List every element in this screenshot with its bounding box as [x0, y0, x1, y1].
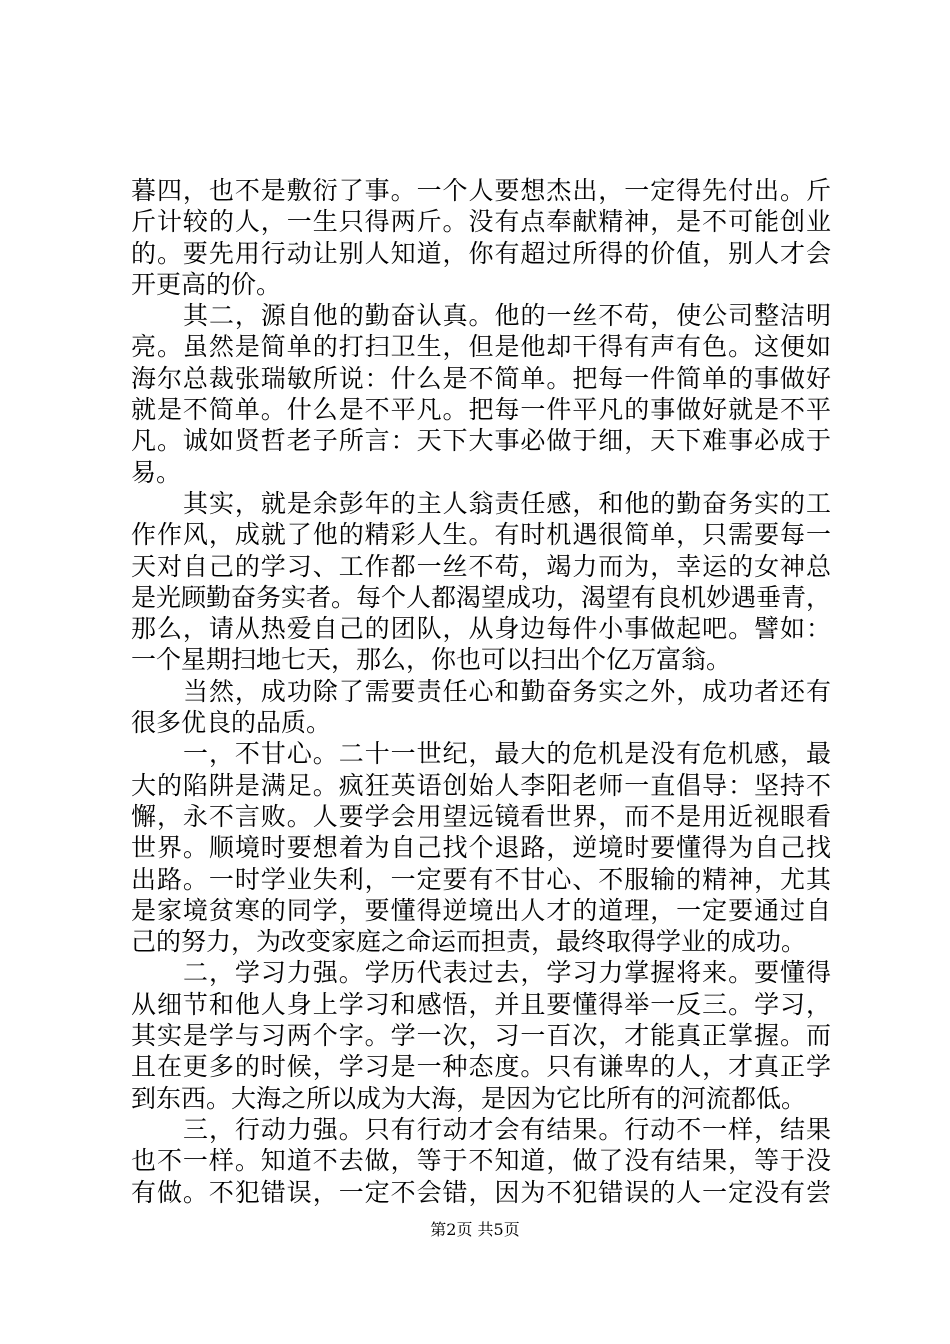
text-line: 到东西。大海之所以成为大海，是因为它比所有的河流都低。	[131, 1083, 807, 1113]
text-line: 三，行动力强。只有行动才会有结果。行动不一样，结果	[183, 1114, 831, 1144]
text-line: 己的努力，为改变家庭之命运而担责，最终取得学业的成功。	[131, 927, 807, 957]
body-text	[131, 175, 831, 1208]
text-line: 大的陷阱是满足。疯狂英语创始人李阳老师一直倡导：坚持不	[131, 770, 831, 800]
text-line: 且在更多的时候，学习是一种态度。只有谦卑的人，才真正学	[131, 1052, 831, 1082]
text-line: 其实是学与习两个字。学一次，习一百次，才能真正掌握。而	[131, 1021, 831, 1051]
text-line: 也不一样。知道不去做，等于不知道，做了没有结果，等于没	[131, 1146, 831, 1176]
text-line: 懈，永不言败。人要学会用望远镜看世界，而不是用近视眼看	[131, 801, 831, 831]
text-line: 那么，请从热爱自己的团队，从身边每件小事做起吧。譬如：	[131, 614, 831, 644]
text-line: 的。要先用行动让别人知道，你有超过所得的价值，别人才会	[131, 238, 831, 268]
text-line: 凡。诚如贤哲老子所言：天下大事必做于细，天下难事必成于	[131, 426, 831, 456]
text-line: 当然，成功除了需要责任心和勤奋务实之外，成功者还有	[183, 676, 831, 706]
text-line: 易。	[131, 457, 182, 487]
text-line: 一，不甘心。二十一世纪，最大的危机是没有危机感，最	[183, 739, 831, 769]
text-line: 斤计较的人，一生只得两斤。没有点奉献精神，是不可能创业	[131, 207, 831, 237]
text-line: 亮。虽然是简单的打扫卫生，但是他却干得有声有色。这便如	[131, 332, 831, 362]
text-line: 出路。一时学业失利，一定要有不甘心、不服输的精神，尤其	[131, 864, 831, 894]
text-line: 天对自己的学习、工作都一丝不苟，竭力而为，幸运的女神总	[131, 551, 831, 581]
text-line: 世界。顺境时要想着为自己找个退路，逆境时要懂得为自己找	[131, 833, 831, 863]
text-line: 暮四，也不是敷衍了事。一个人要想杰出，一定得先付出。斤	[131, 176, 831, 205]
text-line: 其二，源自他的勤奋认真。他的一丝不苟，使公司整洁明	[183, 301, 831, 331]
text-line: 其实，就是余彭年的主人翁责任感，和他的勤奋务实的工	[183, 488, 831, 518]
text-line: 有做。不犯错误，一定不会错，因为不犯错误的人一定没有尝	[131, 1177, 831, 1207]
text-line: 从细节和他人身上学习和感悟，并且要懂得举一反三。学习，	[131, 989, 831, 1019]
text-line: 是家境贫寒的同学，要懂得逆境出人才的道理，一定要通过自	[131, 895, 831, 925]
text-line: 作作风，成就了他的精彩人生。有时机遇很简单，只需要每一	[131, 520, 831, 550]
text-line: 海尔总裁张瑞敏所说：什么是不简单。把每一件简单的事做好	[131, 363, 831, 393]
text-line: 很多优良的品质。	[131, 708, 332, 738]
page-footer: 第2页 共5页	[430, 1220, 520, 1239]
text-line: 是光顾勤奋务实者。每个人都渴望成功，渴望有良机妙遇垂青，	[131, 582, 832, 612]
text-line: 开更高的价。	[131, 269, 282, 299]
text-line: 就是不简单。什么是不平凡。把每一件平凡的事做好就是不平	[131, 395, 831, 425]
text-line: 一个星期扫地七天，那么，你也可以扫出个亿万富翁。	[131, 645, 732, 675]
text-line: 二，学习力强。学历代表过去，学习力掌握将来。要懂得	[183, 958, 831, 988]
